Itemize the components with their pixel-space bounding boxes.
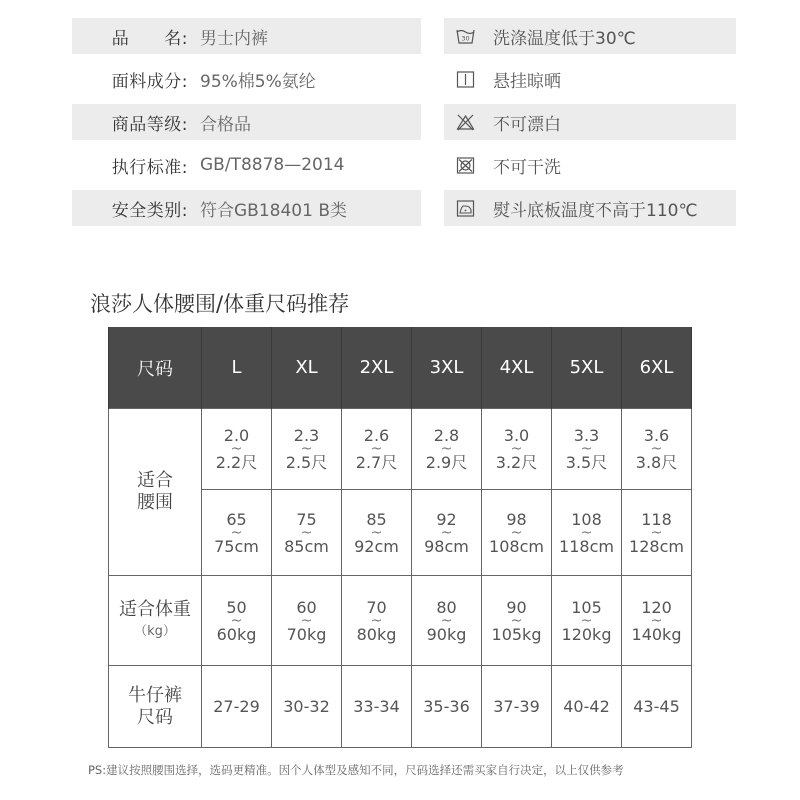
jeans-size-cell: 40-42 xyxy=(552,666,622,748)
range-cell xyxy=(552,576,622,666)
range-tilde: ~ xyxy=(440,441,453,457)
info-row-safety xyxy=(72,190,421,226)
care-row-bleach xyxy=(444,104,736,140)
care-text: 不可干洗 xyxy=(493,157,561,178)
range-to: 70kg xyxy=(286,624,327,644)
range-from: 98 xyxy=(506,509,527,529)
range-tilde: ~ xyxy=(230,441,243,457)
range-tilde: ~ xyxy=(300,441,313,457)
range-tilde: ~ xyxy=(230,524,243,541)
range-tilde: ~ xyxy=(370,441,383,457)
size-header: 2XL xyxy=(342,327,412,409)
waist-label-line1: 适合 xyxy=(137,470,173,491)
size-header-label: 尺码 xyxy=(109,327,202,409)
range-cell xyxy=(482,576,552,666)
range-to: 2.9尺 xyxy=(425,453,468,472)
range-cell xyxy=(552,490,622,576)
info-value: 符合GB18401 B类 xyxy=(200,200,347,221)
jeans-label-cell xyxy=(109,666,202,748)
range-from: 80 xyxy=(436,597,457,617)
range-tilde: ~ xyxy=(370,524,383,541)
size-table-title: 浪莎人体腰围/体重尺码推荐 xyxy=(90,292,350,316)
no-dry-clean-icon xyxy=(456,157,475,174)
range-to: 3.8尺 xyxy=(635,453,678,472)
range-tilde: ~ xyxy=(510,441,523,457)
range-from: 2.8 xyxy=(433,426,460,445)
jeans-row xyxy=(109,666,692,748)
range-cell xyxy=(342,490,412,576)
info-value: 男士内裤 xyxy=(200,28,268,49)
range-from: 108 xyxy=(571,509,602,529)
info-value: GB/T8878—2014 xyxy=(200,155,345,175)
range-cell xyxy=(482,409,552,490)
jeans-size-cell: 33-34 xyxy=(342,666,412,748)
waist-chi-row xyxy=(109,409,692,490)
care-row-dryclean xyxy=(444,147,736,183)
range-from: 60 xyxy=(296,597,317,617)
care-text: 熨斗底板温度不高于110℃ xyxy=(493,200,698,221)
range-cell xyxy=(272,576,342,666)
range-to: 2.2尺 xyxy=(215,453,258,472)
range-from: 120 xyxy=(641,597,672,617)
size-header: 6XL xyxy=(622,327,692,409)
care-text: 洗涤温度低于30℃ xyxy=(493,28,636,49)
range-cell xyxy=(412,576,482,666)
range-tilde: ~ xyxy=(510,612,523,629)
waist-label-cell xyxy=(109,409,202,576)
range-cell xyxy=(342,576,412,666)
jeans-size-cell: 27-29 xyxy=(202,666,272,748)
range-tilde: ~ xyxy=(230,612,243,629)
weight-row xyxy=(109,576,692,666)
info-row-name xyxy=(72,18,421,54)
waist-label-line2: 腰围 xyxy=(137,492,173,513)
range-cell xyxy=(272,409,342,490)
range-tilde: ~ xyxy=(650,612,663,629)
jeans-size-cell: 37-39 xyxy=(482,666,552,748)
range-tilde: ~ xyxy=(370,612,383,629)
care-row-iron xyxy=(444,190,736,226)
product-info-list xyxy=(72,18,421,226)
range-tilde: ~ xyxy=(510,524,523,541)
range-to: 140kg xyxy=(631,624,682,644)
range-to: 92cm xyxy=(354,536,399,556)
range-to: 3.5尺 xyxy=(565,453,608,472)
range-from: 2.3 xyxy=(293,426,320,445)
wash-30-icon xyxy=(456,28,475,45)
jeans-size-cell: 30-32 xyxy=(272,666,342,748)
info-label: 面料成分: xyxy=(111,71,188,92)
range-from: 75 xyxy=(296,509,317,529)
range-from: 50 xyxy=(226,597,247,617)
info-value: 95%棉5%氨纶 xyxy=(200,71,316,92)
range-tilde: ~ xyxy=(580,441,593,457)
size-header: 4XL xyxy=(482,327,552,409)
jeans-label-line1: 牛仔裤 xyxy=(128,684,182,706)
size-header: XL xyxy=(272,327,342,409)
range-cell xyxy=(202,409,272,490)
range-cell xyxy=(272,490,342,576)
info-row-grade xyxy=(72,104,421,140)
range-to: 60kg xyxy=(216,624,257,644)
range-from: 90 xyxy=(506,597,527,617)
info-value: 合格品 xyxy=(200,114,251,135)
info-label: 安全类别: xyxy=(111,200,188,221)
info-label: 品 名: xyxy=(111,28,188,49)
range-cell xyxy=(202,576,272,666)
range-tilde: ~ xyxy=(650,441,663,457)
size-header-row xyxy=(109,327,692,409)
range-to: 90kg xyxy=(426,624,467,644)
range-to: 2.5尺 xyxy=(285,453,328,472)
size-header: 3XL xyxy=(412,327,482,409)
range-to: 108cm xyxy=(489,536,544,556)
footnote: PS:建议按照腰围选择，选码更精准。因个人体型及感知不同，尺码选择还需买家自行决定，以上仅供参考 xyxy=(88,763,624,777)
iron-icon xyxy=(456,200,475,217)
range-cell xyxy=(622,490,692,576)
weight-label-cell xyxy=(109,576,202,666)
info-row-standard xyxy=(72,147,421,183)
care-instructions-list xyxy=(444,18,736,226)
range-cell xyxy=(412,409,482,490)
size-header: 5XL xyxy=(552,327,622,409)
range-from: 118 xyxy=(641,509,672,529)
range-cell xyxy=(412,490,482,576)
range-to: 80kg xyxy=(356,624,397,644)
range-to: 105kg xyxy=(491,624,542,644)
no-bleach-icon xyxy=(456,114,475,131)
hang-dry-icon xyxy=(456,71,475,88)
range-tilde: ~ xyxy=(440,524,453,541)
wash-temp-label: 30 xyxy=(461,34,470,42)
jeans-size-cell: 43-45 xyxy=(622,666,692,748)
care-text: 悬挂晾晒 xyxy=(493,71,561,92)
range-tilde: ~ xyxy=(300,524,313,541)
range-from: 85 xyxy=(366,509,387,529)
range-to: 75cm xyxy=(214,536,259,556)
info-row-fabric xyxy=(72,61,421,97)
range-from: 70 xyxy=(366,597,387,617)
range-to: 2.7尺 xyxy=(355,453,398,472)
range-cell xyxy=(482,490,552,576)
range-from: 2.6 xyxy=(363,426,390,445)
range-cell xyxy=(342,409,412,490)
range-from: 105 xyxy=(571,597,602,617)
care-row-hang xyxy=(444,61,736,97)
range-cell xyxy=(552,409,622,490)
jeans-size-cell: 35-36 xyxy=(412,666,482,748)
range-tilde: ~ xyxy=(300,612,313,629)
range-from: 92 xyxy=(436,509,457,529)
range-cell xyxy=(202,490,272,576)
range-to: 98cm xyxy=(424,536,469,556)
range-from: 2.0 xyxy=(223,426,250,445)
care-row-wash xyxy=(444,18,736,54)
range-to: 3.2尺 xyxy=(495,453,538,472)
size-header: L xyxy=(202,327,272,409)
range-to: 85cm xyxy=(284,536,329,556)
weight-unit: （kg） xyxy=(134,623,176,639)
range-tilde: ~ xyxy=(580,612,593,629)
range-tilde: ~ xyxy=(580,524,593,541)
jeans-label-line2: 尺码 xyxy=(137,706,173,728)
range-cell xyxy=(622,576,692,666)
care-text: 不可漂白 xyxy=(493,114,561,135)
range-from: 3.3 xyxy=(573,426,600,445)
info-label: 执行标准: xyxy=(111,157,188,178)
range-to: 120kg xyxy=(561,624,612,644)
range-to: 118cm xyxy=(559,536,614,556)
info-label: 商品等级: xyxy=(111,114,188,135)
range-tilde: ~ xyxy=(440,612,453,629)
size-table xyxy=(108,327,692,748)
range-from: 3.6 xyxy=(643,426,670,445)
range-from: 3.0 xyxy=(503,426,530,445)
range-cell xyxy=(622,409,692,490)
range-from: 65 xyxy=(226,509,247,529)
weight-label: 适合体重 xyxy=(119,598,191,620)
range-tilde: ~ xyxy=(650,524,663,541)
range-to: 128cm xyxy=(629,536,684,556)
